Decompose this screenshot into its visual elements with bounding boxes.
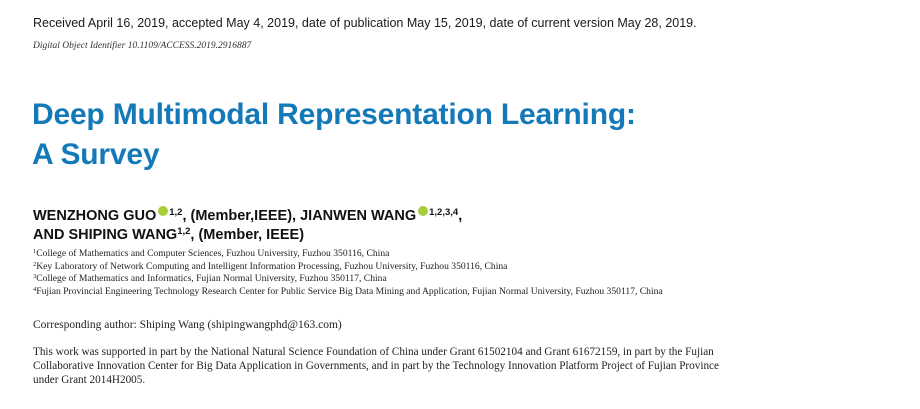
corresponding-author: Corresponding author: Shiping Wang (shipingwangphd@163.com) <box>33 319 342 331</box>
author-line-2 <box>33 226 462 245</box>
publication-dates: Received April 16, 2019, accepted May 4, 2019, date of publication May 15, 2019, date of current version May 28, 2019. <box>33 16 697 30</box>
affiliation-item <box>33 273 733 286</box>
author-name-wang-shiping: AND SHIPING WANG <box>33 227 178 243</box>
author-role-text: , (Member, IEEE) <box>190 227 305 243</box>
affiliation-text: College of Mathematics and Informatics, Fujian Normal University, Fuzhou 350117, China <box>36 273 387 285</box>
author-role-text: , (Member,IEEE), JIANWEN WANG <box>182 208 417 224</box>
doi-line: Digital Object Identifier 10.1109/ACCESS.2019.2916887 <box>33 41 252 51</box>
paper-title-line-2: A Survey <box>32 138 160 171</box>
orcid-icon[interactable] <box>158 206 168 216</box>
author-separator: , <box>458 208 463 224</box>
affiliation-number: 3 <box>33 273 37 281</box>
affiliation-number: 4 <box>33 285 37 293</box>
paper-title-line-1: Deep Multimodal Representation Learning: <box>32 98 636 131</box>
orcid-icon[interactable] <box>418 206 428 216</box>
author-line-1 <box>33 206 462 226</box>
author-affiliation-marker: 1,2 <box>177 226 191 237</box>
affiliation-number: 2 <box>33 260 37 268</box>
affiliation-text: Fujian Provincial Engineering Technology Research Center for Public Service Big Data Mining and Application, Fujian Normal University, Fuzhou 350117, China <box>36 285 663 297</box>
affiliation-text: Key Laboratory of Network Computing and Intelligent Information Processing, Fuzhou University, Fuzhou 350116, China <box>36 260 508 272</box>
author-name-guo: WENZHONG GUO <box>33 208 157 224</box>
paper-title <box>32 95 636 175</box>
affiliation-item <box>33 248 733 261</box>
affiliation-text: College of Mathematics and Computer Sciences, Fuzhou University, Fuzhou 350116, China <box>36 248 390 259</box>
author-list <box>33 206 462 245</box>
affiliation-item <box>33 286 733 299</box>
author-affiliation-marker: 1,2 <box>169 207 183 218</box>
affiliation-list <box>33 248 733 298</box>
funding-statement: This work was supported in part by the National Natural Science Foundation of China under Grant 61502104 and Grant 61672159, in part by the Fujian Collaborative Innovation Center for Big Data Application in Governments, and in part by the Technology Innovation Platform Project of Fujian Province under Grant 2014H2005. <box>33 346 719 387</box>
affiliation-item <box>33 261 733 274</box>
affiliation-number: 1 <box>33 248 37 255</box>
author-affiliation-marker: 1,2,3,4 <box>429 207 459 218</box>
